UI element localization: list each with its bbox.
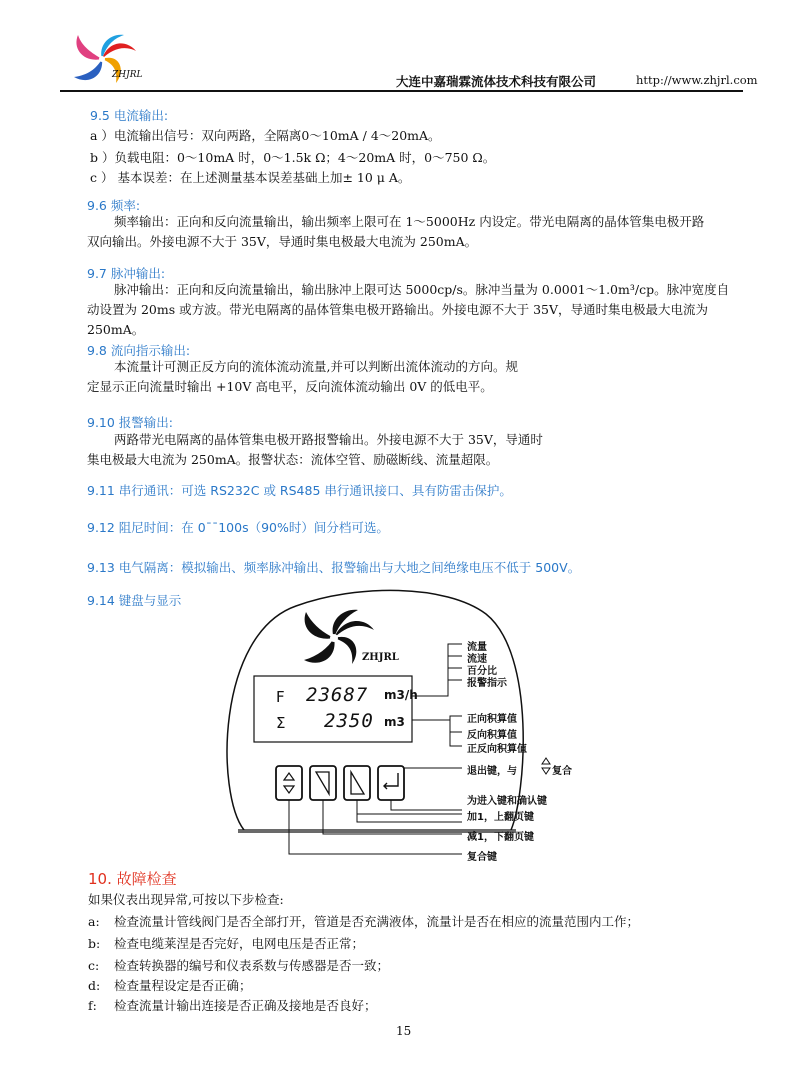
check-item-a-key: a:	[88, 914, 100, 929]
label-net-total: 正反向积算值	[467, 744, 527, 755]
label-forward-total: 正向积算值	[467, 714, 517, 725]
section-9-5-item-a: a ）电流输出信号：双向两路，全隔离0～10mA / 4～20mA。	[90, 128, 441, 143]
header-rule	[60, 90, 743, 92]
check-item-a-text: 检查流量计管线阀门是否全部打开，管道是否充满液体，流量计是否在相应的流量范围内工作；	[114, 914, 640, 929]
label-flow: 流量	[467, 642, 487, 653]
lcd-row2-symbol: Σ	[276, 714, 286, 732]
section-9-5-title: 9.5 电流输出:	[90, 108, 169, 123]
section-9-13: 9.13 电气隔离：模拟输出、频率脉冲输出、报警输出与大地之间绝缘电压不低于 500V。	[87, 560, 581, 575]
label-combo: 复合键	[467, 852, 497, 863]
label-down: 减1，下翻页键	[467, 832, 534, 843]
section-9-7-line2: 动设置为 20ms 或方波。带光电隔离的晶体管集电极开路输出。外接电源不大于 35V，导通时集电极最大电流为	[87, 302, 709, 317]
page-number: 15	[396, 1024, 412, 1038]
diagram-logo-text: ZHJRL	[362, 652, 399, 663]
label-exit-suffix: 复合	[552, 766, 572, 777]
check-item-b-text: 检查电缆莱涅是否完好，电网电压是否正常；	[114, 936, 365, 951]
section-9-5-item-b: b ）负载电阻：0～10mA 时，0～1.5k Ω；4～20mA 时，0～750 Ω。	[90, 150, 496, 165]
lcd-row2-value: 2350	[324, 710, 374, 732]
lcd-row1-symbol: F	[276, 688, 285, 706]
lcd-row2-unit: m3	[384, 715, 405, 729]
section-9-10-line1: 两路带光电隔离的晶体管集电极开路报警输出。外接电源不大于 35V，导通时	[114, 432, 543, 447]
check-item-b-key: b:	[88, 936, 101, 951]
section-9-12: 9.12 阻尼时间：在 0¯¯100s（90%时）间分档可选。	[87, 520, 389, 535]
logo-text: ZHJRL	[112, 70, 143, 80]
lcd-row1-value: 23687	[306, 684, 369, 706]
check-item-d-key: d:	[88, 978, 101, 993]
section-9-6-line1: 频率输出：正向和反向流量输出，输出频率上限可在 1～5000Hz 内设定。带光电隔离的晶体管集电极开路	[114, 214, 705, 229]
check-item-f-key: f:	[88, 998, 97, 1013]
label-percent: 百分比	[467, 666, 497, 677]
section-9-14: 9.14 键盘与显示	[87, 593, 182, 608]
section-9-7-line3: 250mA。	[87, 322, 145, 337]
label-reverse-total: 反向积算值	[467, 730, 517, 741]
button-shift	[276, 766, 302, 800]
button-enter	[378, 766, 404, 800]
section-9-11: 9.11 串行通讯：可选 RS232C 或 RS485 串行通讯接口、具有防雷击保护。	[87, 483, 512, 498]
company-url[interactable]: http://www.zhjrl.com	[636, 73, 758, 87]
label-enter: 为进入键和确认键	[467, 796, 547, 807]
lcd-row1-unit: m3/h	[384, 688, 418, 702]
check-item-f-text: 检查流量计输出连接是否正确及接地是否良好；	[114, 998, 377, 1013]
label-up: 加1，上翻页键	[467, 812, 534, 823]
combo-glyph-icon	[542, 758, 550, 774]
company-name: 大连中嘉瑞霖流体技术科技有限公司	[396, 74, 597, 89]
section-9-10-title: 9.10 报警输出:	[87, 415, 174, 430]
section-9-6-line2: 双向输出。外接电源不大于 35V，导通时集电极最大电流为 250mA。	[87, 234, 478, 249]
section-9-8-title: 9.8 流向指示输出:	[87, 343, 191, 358]
section-9-6-title: 9.6 频率:	[87, 198, 141, 213]
section-9-8-line1: 本流量计可测正反方向的流体流动流量,并可以判断出流体流动的方向。规	[114, 359, 518, 374]
section-9-7-title: 9.7 脉冲输出:	[87, 266, 166, 281]
label-velocity: 流速	[467, 654, 487, 665]
section-10-intro: 如果仪表出现异常,可按以下步检查:	[88, 892, 284, 907]
section-9-5-item-c: c ） 基本误差：在上述测量基本误差基础上加± 10 μ A。	[90, 170, 411, 185]
section-10-title: 10. 故障检查	[88, 870, 177, 888]
label-exit-prefix: 退出键，与	[467, 766, 517, 777]
check-item-c-key: c:	[88, 958, 100, 973]
section-9-7-line1: 脉冲输出：正向和反向流量输出，输出脉冲上限可达 5000cp/s。脉冲当量为 0.0001～1.0m³/cp。脉冲宽度自	[114, 282, 730, 297]
check-item-d-text: 检查量程设定是否正确；	[114, 978, 252, 993]
label-alarm: 报警指示	[467, 678, 507, 689]
keyboard-display-diagram	[186, 584, 586, 866]
section-9-8-line2: 定显示正向流量时输出 +10V 高电平，反向流体流动输出 0V 的低电平。	[87, 379, 493, 394]
section-9-10-line2: 集电极最大电流为 250mA。报警状态：流体空管、励磁断线、流量超限。	[87, 452, 499, 467]
check-item-c-text: 检查转换器的编号和仪表系数与传感器是否一致；	[114, 958, 390, 973]
